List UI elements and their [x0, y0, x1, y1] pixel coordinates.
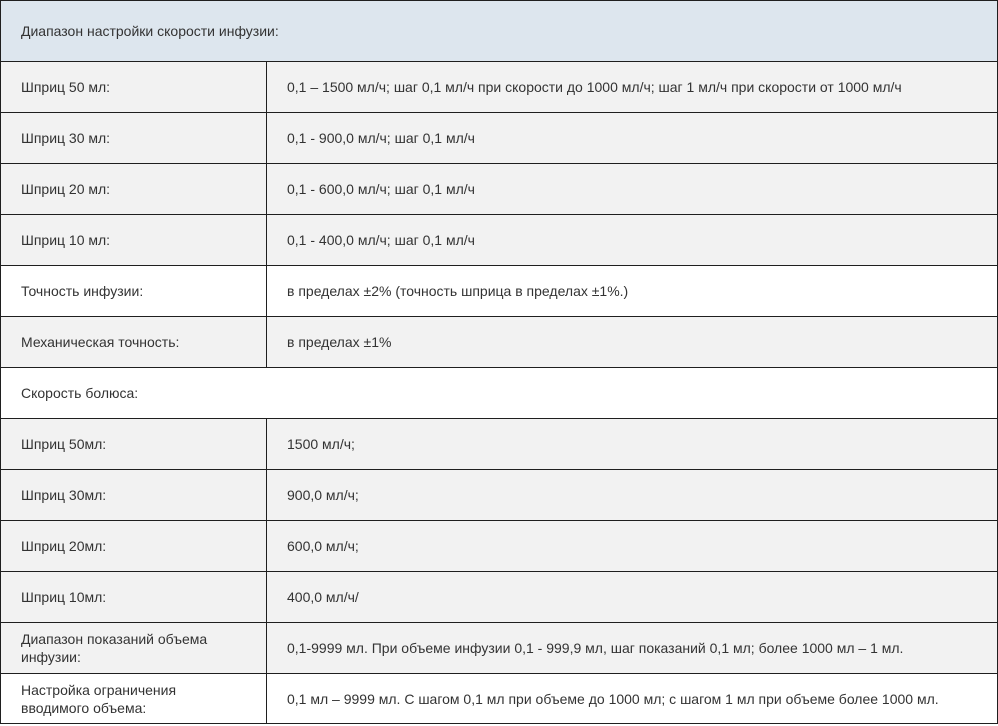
table-row: [1, 470, 998, 521]
section-row: [1, 368, 998, 419]
row-value: 600,0 мл/ч;: [267, 521, 998, 572]
row-label: Шприц 20 мл:: [1, 164, 267, 215]
table-row: [1, 317, 998, 368]
table-row: [1, 266, 998, 317]
table-row: [1, 164, 998, 215]
row-value: 400,0 мл/ч/: [267, 572, 998, 623]
row-value: 0,1 – 1500 мл/ч; шаг 0,1 мл/ч при скорости до 1000 мл/ч; шаг 1 мл/ч при скорости от 1000 мл/ч: [267, 62, 998, 113]
row-value: 0,1 - 400,0 мл/ч; шаг 0,1 мл/ч: [267, 215, 998, 266]
table-row: [1, 113, 998, 164]
row-value: 0,1 - 900,0 мл/ч; шаг 0,1 мл/ч: [267, 113, 998, 164]
row-label: Шприц 20мл:: [1, 521, 267, 572]
table-row: [1, 215, 998, 266]
section-title: Скорость болюса:: [1, 368, 998, 419]
table-header: Диапазон настройки скорости инфузии:: [1, 1, 998, 62]
row-label: Шприц 30 мл:: [1, 113, 267, 164]
row-label: Шприц 10 мл:: [1, 215, 267, 266]
row-value: 1500 мл/ч;: [267, 419, 998, 470]
table-row: [1, 521, 998, 572]
row-label: Точность инфузии:: [1, 266, 267, 317]
row-value: в пределах ±1%: [267, 317, 998, 368]
table-row: [1, 572, 998, 623]
table-row: [1, 62, 998, 113]
table-header-row: [1, 1, 998, 62]
row-label: Шприц 10мл:: [1, 572, 267, 623]
table-row: [1, 623, 998, 674]
row-label: Шприц 50 мл:: [1, 62, 267, 113]
row-label: Механическая точность:: [1, 317, 267, 368]
row-label: Настройка ограничения вводимого объема:: [1, 674, 267, 724]
row-value: 0,1 - 600,0 мл/ч; шаг 0,1 мл/ч: [267, 164, 998, 215]
row-value: 900,0 мл/ч;: [267, 470, 998, 521]
table-row: [1, 419, 998, 470]
row-label: Диапазон показаний объема инфузии:: [1, 623, 267, 674]
row-label: Шприц 50мл:: [1, 419, 267, 470]
row-value: 0,1-9999 мл. При объеме инфузии 0,1 - 999,9 мл, шаг показаний 0,1 мл; более 1000 мл – 1 мл.: [267, 623, 998, 674]
row-value: в пределах ±2% (точность шприца в пределах ±1%.): [267, 266, 998, 317]
row-label: Шприц 30мл:: [1, 470, 267, 521]
row-value: 0,1 мл – 9999 мл. С шагом 0,1 мл при объеме до 1000 мл; с шагом 1 мл при объеме более 1000 мл.: [267, 674, 998, 724]
table-row: [1, 674, 998, 724]
